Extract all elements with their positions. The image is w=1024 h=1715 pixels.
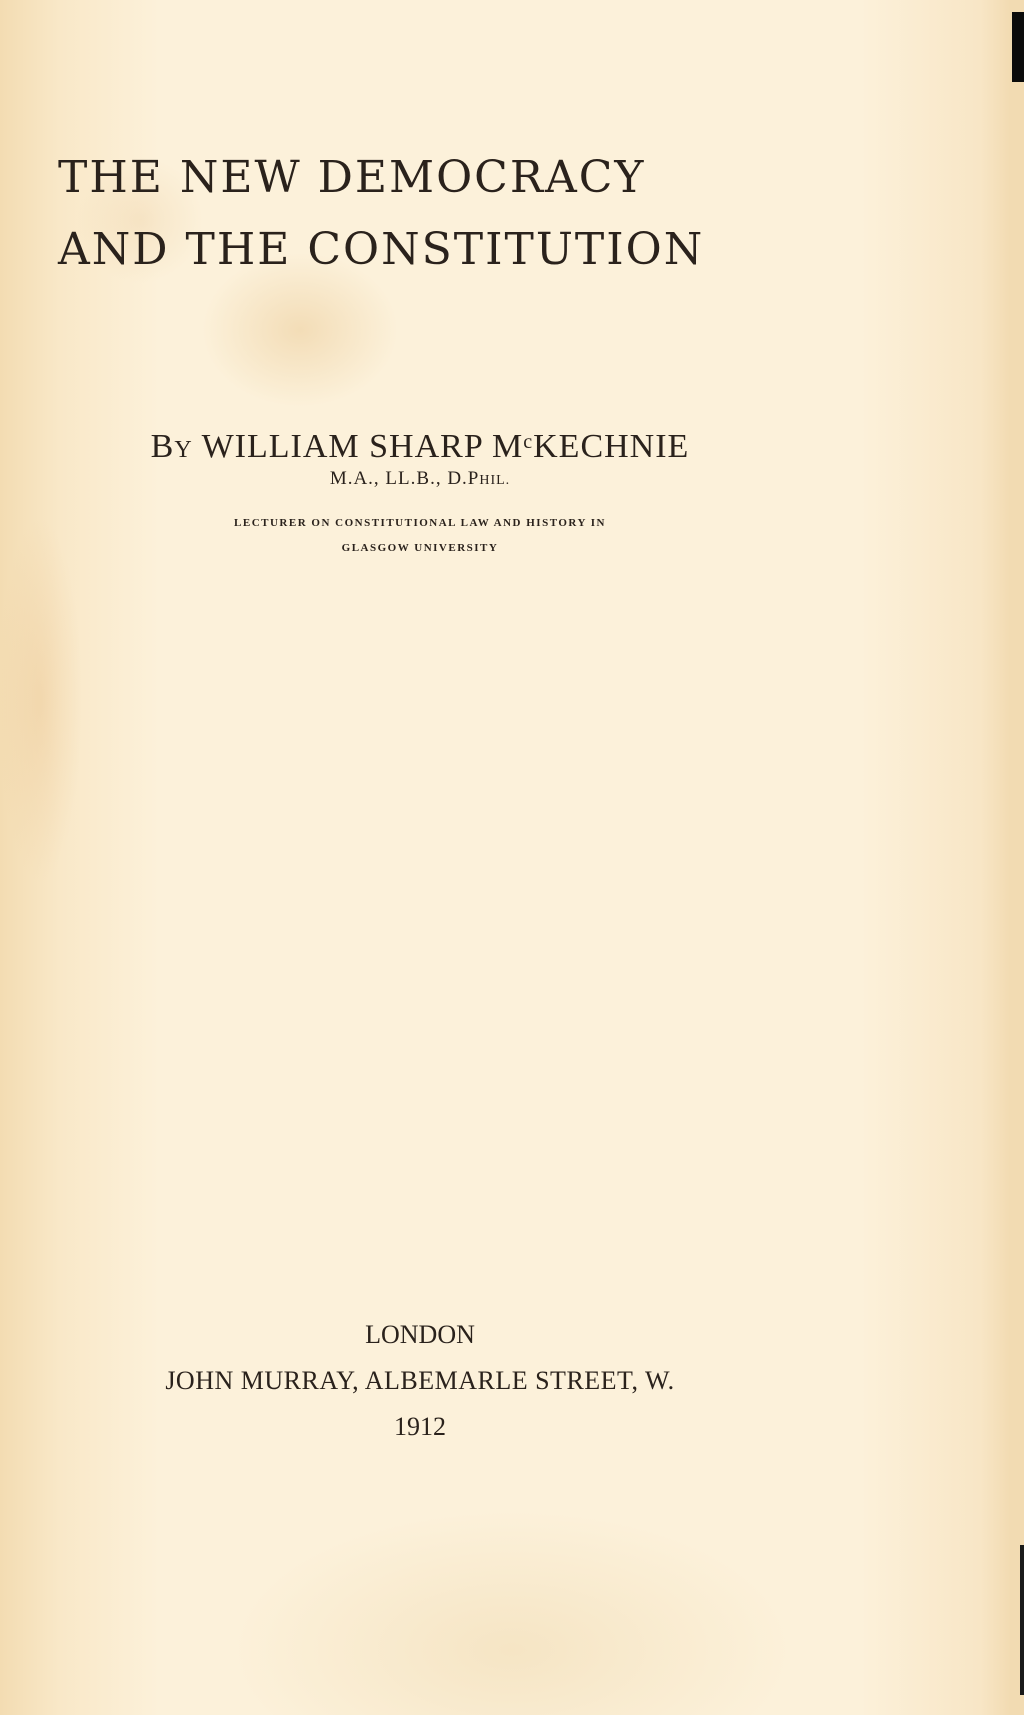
author-degrees <box>0 468 840 490</box>
page-edge-shadow-top <box>1012 12 1024 82</box>
author-name-superscript: c <box>523 431 534 453</box>
book-title-line-2: AND THE CONSTITUTION <box>58 224 705 275</box>
by-rest: Y <box>174 437 193 463</box>
imprint-year: 1912 <box>394 1412 446 1441</box>
author-position-line-1: LECTURER ON CONSTITUTIONAL LAW AND HISTORY IN <box>234 517 606 529</box>
imprint-publisher: JOHN MURRAY, ALBEMARLE STREET, W. <box>165 1366 675 1395</box>
author-byline <box>0 428 840 466</box>
imprint-place: LONDON <box>365 1320 475 1349</box>
book-title <box>58 142 958 286</box>
degrees-main: M.A., LL.B., D.P <box>329 468 480 489</box>
degrees-smallcaps: HIL. <box>479 473 511 488</box>
book-title-line-1: THE NEW DEMOCRACY <box>58 152 646 203</box>
author-name-part-1: WILLIAM SHARP M <box>201 428 524 465</box>
author-position-line-2: GLASGOW UNIVERSITY <box>341 542 499 554</box>
by-initial: B <box>150 428 175 465</box>
author-name-part-2: KECHNIE <box>533 428 690 465</box>
page-edge-shadow-bottom <box>1020 1545 1024 1695</box>
